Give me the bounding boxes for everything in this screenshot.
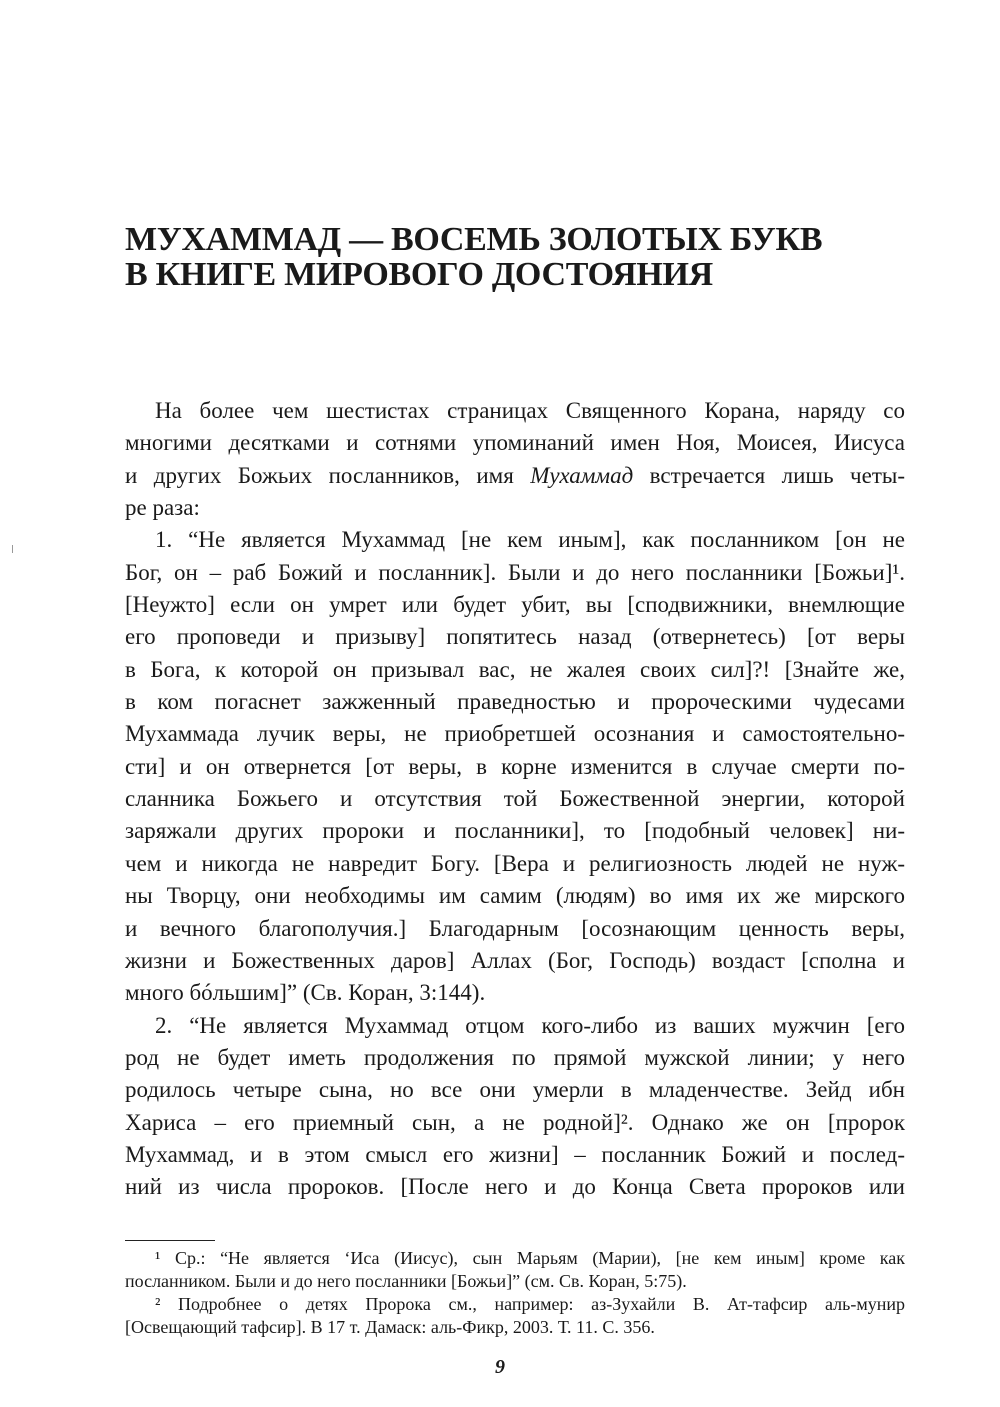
text-line bbox=[125, 460, 905, 492]
text-line bbox=[125, 880, 905, 912]
text-line bbox=[125, 977, 905, 1009]
line-text: заряжали других пророки и посланники], то [подобный человек] ни- bbox=[125, 818, 905, 844]
text-line bbox=[125, 524, 905, 556]
text-line bbox=[125, 848, 905, 880]
line-text: [Неужто] если он умрет или будет убит, вы [сподвижники, внемлющие bbox=[125, 592, 905, 618]
italic-text: Мухаммад bbox=[530, 462, 634, 488]
text-line bbox=[125, 1074, 905, 1106]
line-text: посланником. Были и до него посланники [Божьи]” (см. Св. Коран, 5:75). bbox=[125, 1271, 687, 1291]
line-text: и вечного благополучия.] Благодарным [осознающим ценность веры, bbox=[125, 915, 905, 941]
line-text: 1. “Не является Мухаммад [не кем иным], как посланником [он не bbox=[155, 527, 905, 553]
line-text: многими десятками и сотнями упоминаний имен Ноя, Моисея, Иисуса bbox=[125, 430, 905, 456]
footnote-line bbox=[125, 1270, 905, 1293]
page-number: 9 bbox=[495, 1356, 505, 1378]
line-text: ний из числа пророков. [После него и до Конца Света пророков или bbox=[125, 1174, 905, 1200]
body-text bbox=[125, 395, 905, 1204]
footnote-line bbox=[125, 1247, 905, 1270]
chapter-title-line: МУХАММАД — ВОСЕМЬ ЗОЛОТЫХ БУКВ bbox=[125, 221, 823, 258]
text-line bbox=[125, 686, 905, 718]
text-line bbox=[125, 1107, 905, 1139]
text-line bbox=[125, 427, 905, 459]
text-line bbox=[125, 815, 905, 847]
line-text: чем и никогда не навредит Богу. [Вера и религиозность людей не нуж- bbox=[125, 850, 905, 876]
line-text: жизни и Божественных даров] Аллах (Бог, Господь) воздаст [сполна и bbox=[125, 947, 905, 973]
line-text: 2. “Не является Мухаммад отцом кого-либо из ваших мужчин [его bbox=[155, 1012, 905, 1038]
text-line bbox=[125, 654, 905, 686]
line-text: ре раза: bbox=[125, 495, 200, 521]
line-text: Хариса – его приемный сын, а не родной]². Однако же он [пророк bbox=[125, 1109, 905, 1135]
text-line bbox=[125, 557, 905, 589]
line-text: в Бога, к которой он призывал вас, не жалея своих сил]?! [Знайте же, bbox=[125, 656, 905, 682]
line-text: Мухаммада лучик веры, не приобретшей осознания и самостоятельно- bbox=[125, 721, 905, 747]
line-text: его проповеди и призыву] попятитесь назад (отвернетесь) [от веры bbox=[125, 624, 905, 650]
line-text: сланника Божьего и отсутствия той Божественной энергии, которой bbox=[125, 786, 905, 812]
text-line bbox=[125, 718, 905, 750]
line-text: [Освещающий тафсир]. В 17 т. Дамаск: аль-Фикр, 2003. Т. 11. С. 356. bbox=[125, 1317, 655, 1337]
text-line bbox=[125, 945, 905, 977]
line-text: Бог, он – раб Божий и посланник]. Были и до него посланники [Божьи]¹. bbox=[125, 559, 905, 585]
line-text: род не будет иметь продолжения по прямой мужской линии; у него bbox=[125, 1044, 905, 1070]
line-text: ² Подробнее о детях Пророка см., например: аз-Зухайли В. Ат-тафсир аль-мунир bbox=[155, 1294, 905, 1314]
line-text: и других Божьих посланников, имя bbox=[125, 462, 531, 488]
text-line bbox=[125, 1171, 905, 1203]
line-text: ны Творцу, они необходимы им самим (людям) во имя их же мирского bbox=[125, 883, 905, 909]
text-line bbox=[125, 1042, 905, 1074]
text-line bbox=[125, 621, 905, 653]
text-line bbox=[125, 783, 905, 815]
chapter-title bbox=[125, 222, 822, 292]
text-line bbox=[125, 492, 905, 524]
line-text: много бóльшим]” (Св. Коран, 3:144). bbox=[125, 980, 486, 1006]
scan-mark bbox=[12, 545, 13, 553]
line-text: ¹ Ср.: “Не является ‘Иса (Иисус), сын Марьям (Марии), [не кем иным] кроме как bbox=[155, 1248, 905, 1268]
text-line bbox=[125, 751, 905, 783]
footnote-separator bbox=[125, 1240, 215, 1241]
line-text: На более чем шестистах страницах Священного Корана, наряду со bbox=[155, 398, 905, 423]
text-line bbox=[125, 395, 905, 427]
line-text: в ком погаснет зажженный праведностью и пророческими чудесами bbox=[125, 689, 905, 715]
chapter-title-line: В КНИГЕ МИРОВОГО ДОСТОЯНИЯ bbox=[125, 256, 713, 293]
text-line bbox=[125, 1010, 905, 1042]
footnotes bbox=[125, 1247, 905, 1339]
text-line bbox=[125, 913, 905, 945]
line-text: встречается лишь четы- bbox=[633, 462, 905, 488]
line-text: сти] и он отвернется [от веры, в корне изменится в случае смерти по- bbox=[125, 753, 905, 779]
text-line bbox=[125, 589, 905, 621]
text-line bbox=[125, 1139, 905, 1171]
line-text: родилось четыре сына, но все они умерли в младенчестве. Зейд ибн bbox=[125, 1077, 905, 1103]
footnote-line bbox=[125, 1293, 905, 1316]
footnote-line bbox=[125, 1316, 905, 1339]
line-text: Мухаммад, и в этом смысл его жизни] – посланник Божий и послед- bbox=[125, 1141, 905, 1167]
